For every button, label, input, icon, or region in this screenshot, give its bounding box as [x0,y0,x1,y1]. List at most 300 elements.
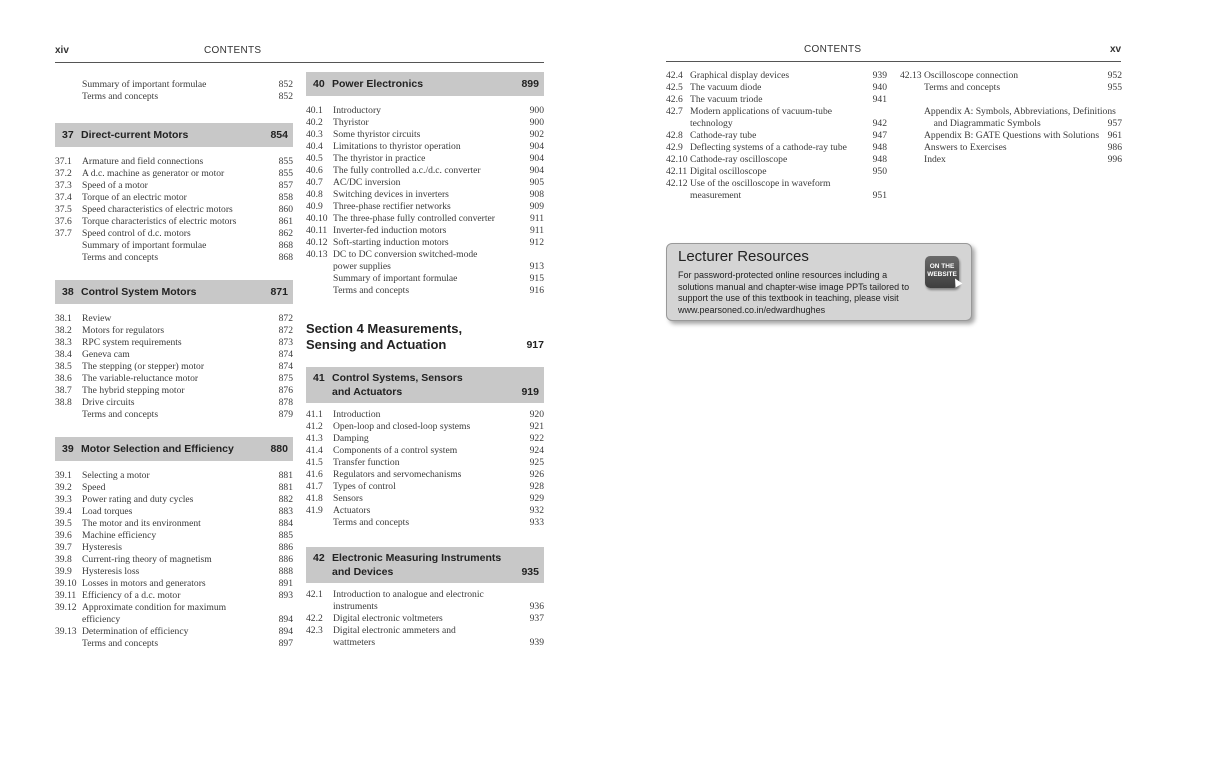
toc-entry[interactable] [55,91,293,103]
entry-page: 933 [529,517,544,528]
entry-number: 42.8 [666,130,683,141]
toc-entry[interactable] [55,638,293,650]
toc-entry[interactable] [306,225,544,237]
entry-number: 41.4 [306,445,323,456]
toc-entry[interactable] [55,614,293,626]
entry-page: 878 [278,397,293,408]
chapter-page: 935 [521,566,539,578]
toc-entry[interactable] [55,373,293,385]
entry-title: Terms and concepts [924,82,1001,93]
toc-entry[interactable] [55,530,293,542]
entry-page: 881 [278,482,293,493]
chapter-number: 42 [313,552,325,564]
chapter-title: Power Electronics [332,78,424,90]
entry-title: Index [924,154,946,165]
toc-entry[interactable] [306,117,544,129]
entries-col3 [666,70,887,202]
entry-number: 37.3 [55,180,72,191]
entry-title: Hysteresis [82,542,122,553]
entry-title: Speed characteristics of electric motors [82,204,233,215]
entry-page: 852 [278,91,293,102]
entry-title: Selecting a motor [82,470,150,481]
left-page-number: xiv [55,45,69,56]
entry-title: Drive circuits [82,397,135,408]
entry-number: 38.8 [55,397,72,408]
toc-entry[interactable] [666,82,887,94]
entry-page: 905 [529,177,544,188]
toc-entry[interactable] [306,517,544,529]
toc-entry[interactable] [900,106,1122,118]
toc-entry[interactable] [55,578,293,590]
entry-page: 882 [278,494,293,505]
toc-entry[interactable] [55,554,293,566]
toc-entry[interactable] [55,494,293,506]
toc-entry[interactable] [666,118,887,130]
entry-number: 41.1 [306,409,323,420]
entry-title: Components of a control system [333,445,458,456]
entry-title: Graphical display devices [690,70,790,81]
entry-number: 41.9 [306,505,323,516]
chapter-title-line2: and Actuators [332,386,403,398]
entry-title: Power rating and duty cycles [82,494,194,505]
toc-entry[interactable] [55,385,293,397]
toc-entry[interactable] [900,118,1122,130]
toc-entry[interactable] [55,156,293,168]
entry-number: 40.6 [306,165,323,176]
entry-page: 940 [872,82,887,93]
toc-entry[interactable] [306,601,544,613]
toc-entry[interactable] [55,180,293,192]
entry-number: 40.8 [306,189,323,200]
toc-entry[interactable] [306,433,544,445]
toc-entry[interactable] [666,166,887,178]
toc-entry[interactable] [900,130,1122,142]
entry-number: 38.1 [55,313,72,324]
entry-title: Digital electronic ammeters and [333,625,456,636]
toc-entry[interactable] [666,154,887,166]
chapter-heading-38[interactable] [55,280,293,304]
toc-entry[interactable] [306,421,544,433]
entry-title: Introductory [333,105,381,116]
chapter-page: 854 [270,129,288,141]
entry-title: Digital oscilloscope [690,166,767,177]
chapter-number: 39 [62,443,74,455]
entry-page: 957 [1107,118,1122,129]
toc-entry[interactable] [306,445,544,457]
chapter-number: 38 [62,286,74,298]
entry-page: 873 [278,337,293,348]
chapter-title-line2: and Devices [332,566,394,578]
entry-page: 986 [1107,142,1122,153]
chapter-title-line1: Electronic Measuring Instruments [332,552,502,564]
entry-page: 929 [529,493,544,504]
entry-title: Oscilloscope connection [924,70,1019,81]
toc-column-1 [55,79,293,650]
toc-entry[interactable] [55,337,293,349]
toc-entry[interactable] [55,252,293,264]
entry-title: Cathode-ray oscilloscope [690,154,788,165]
entry-page: 858 [278,192,293,203]
entry-title: The stepping (or stepper) motor [82,361,205,372]
entry-title: The three-phase fully controlled converter [333,213,495,224]
toc-entry[interactable] [55,361,293,373]
entry-number: 42.2 [306,613,323,624]
toc-entry[interactable] [55,542,293,554]
entry-title: wattmeters [333,637,376,648]
toc-entry[interactable] [900,142,1122,154]
entry-page: 947 [872,130,887,141]
chapter-page: 871 [270,286,288,298]
toc-entry[interactable] [306,165,544,177]
entry-title: Inverter-fed induction motors [333,225,447,236]
entry-page: 876 [278,385,293,396]
entry-number: 42.12 [666,178,688,189]
entry-number: 39.4 [55,506,72,517]
toc-entry[interactable] [666,106,887,118]
entry-title: Introduction to analogue and electronic [333,589,484,600]
entry-page: 886 [278,554,293,565]
toc-entry[interactable] [306,481,544,493]
toc-entry[interactable] [306,285,544,297]
toc-entry[interactable] [306,409,544,421]
entry-title: The vacuum triode [690,94,763,105]
toc-column-3 [666,70,887,202]
toc-entry[interactable] [306,237,544,249]
entry-page: 932 [529,505,544,516]
entry-title: The variable-reluctance motor [82,373,199,384]
toc-entry[interactable] [55,590,293,602]
chapter-number: 40 [313,78,325,90]
toc-entry[interactable] [306,153,544,165]
entry-page: 948 [872,154,887,165]
toc-entry[interactable] [306,457,544,469]
entry-number: 39.12 [55,602,77,613]
entry-page: 920 [529,409,544,420]
toc-entry[interactable] [306,505,544,517]
toc-column-2 [306,72,544,649]
entry-page: 912 [529,237,544,248]
entry-page: 855 [278,168,293,179]
entry-title: Terms and concepts [82,91,159,102]
toc-entry[interactable] [306,129,544,141]
toc-entry[interactable] [55,349,293,361]
entry-number: 42.11 [666,166,688,177]
toc-entry[interactable] [306,589,544,601]
entry-title: technology [690,118,733,129]
entry-page: 902 [529,129,544,140]
entry-page: 924 [529,445,544,456]
entry-title: Damping [333,433,369,444]
toc-entry[interactable] [306,177,544,189]
chapter-title-line1: Control Systems, Sensors [332,372,463,384]
entry-page: 955 [1107,82,1122,93]
entry-page: 885 [278,530,293,541]
entry-title: Losses in motors and generators [82,578,206,589]
toc-entry[interactable] [55,566,293,578]
entry-title: Three-phase rectifier networks [333,201,451,212]
entries-ch37 [55,156,293,264]
entry-page: 928 [529,481,544,492]
entry-title: Deflecting systems of a cathode-ray tube [690,142,847,153]
entry-number: 40.2 [306,117,323,128]
toc-entry[interactable] [55,470,293,482]
entry-title: The thyristor in practice [333,153,426,164]
toc-entry[interactable] [306,141,544,153]
entry-number: 38.2 [55,325,72,336]
entry-title: Approximate condition for maximum [82,602,227,613]
entry-title: Cathode-ray tube [690,130,757,141]
entry-page: 861 [278,216,293,227]
entry-title: Current-ring theory of magnetism [82,554,212,565]
entry-number: 42.1 [306,589,323,600]
toc-entry[interactable] [55,397,293,409]
lecturer-resources-box[interactable] [666,243,972,321]
entry-title: Appendix A: Symbols, Abbreviations, Definitions [924,106,1116,117]
entry-page: 855 [278,156,293,167]
chapter-title: Motor Selection and Efficiency [81,443,234,455]
entry-page: 952 [1107,70,1122,81]
entry-title: Torque of an electric motor [82,192,187,203]
entry-title: Limitations to thyristor operation [333,141,461,152]
entry-title: The hybrid stepping motor [82,385,185,396]
entry-number: 39.10 [55,578,77,589]
badge-line2: WEBSITE [927,271,957,278]
entry-number: 40.3 [306,129,323,140]
entry-title: Use of the oscilloscope in waveform [690,178,831,189]
entry-number: 40.10 [306,213,328,224]
entry-number: 38.5 [55,361,72,372]
entry-title: Sensors [333,493,363,504]
entry-title: Soft-starting induction motors [333,237,449,248]
toc-entry[interactable] [55,313,293,325]
entry-number: 41.2 [306,421,323,432]
entry-title: Terms and concepts [82,252,159,263]
entry-page: 939 [872,70,887,81]
entry-number: 38.3 [55,337,72,348]
entry-page: 921 [529,421,544,432]
entry-page: 925 [529,457,544,468]
left-header-rule [55,62,544,63]
entries-ch42 [306,589,544,649]
chapter-page: 919 [521,386,539,398]
chapter-number: 37 [62,129,74,141]
toc-entry[interactable] [306,637,544,649]
toc-entry[interactable] [55,506,293,518]
entry-number: 41.5 [306,457,323,468]
toc-entry[interactable] [306,625,544,637]
toc-entry[interactable] [306,189,544,201]
toc-entry[interactable] [306,493,544,505]
toc-entry[interactable] [55,79,293,91]
entry-page: 872 [278,313,293,324]
entries-col4 [900,70,1122,166]
entry-title: Digital electronic voltmeters [333,613,443,624]
entry-page: 942 [872,118,887,129]
toc-entry[interactable] [55,168,293,180]
toc-entry[interactable] [666,178,887,190]
entry-page: 996 [1107,154,1122,165]
entry-number: 42.4 [666,70,683,81]
toc-entry[interactable] [900,82,1122,94]
entry-page: 868 [278,252,293,263]
toc-column-4 [900,70,1122,166]
right-header-rule [666,61,1121,62]
entry-title: Torque characteristics of electric motors [82,216,237,227]
entry-title: Summary of important formulae [82,240,207,251]
section-4-heading[interactable] [306,321,544,353]
entries-ch40 [306,105,544,297]
entry-number: 37.6 [55,216,72,227]
entry-title: Types of control [333,481,396,492]
entry-number: 38.7 [55,385,72,396]
section-title-line2: Sensing and Actuation [306,337,447,352]
entry-page: 875 [278,373,293,384]
toc-entry[interactable] [306,261,544,273]
toc-entry[interactable] [900,94,1122,106]
toc-entry[interactable] [55,204,293,216]
entry-number: 42.3 [306,625,323,636]
entry-number: 39.11 [55,590,77,601]
chapter-number: 41 [313,372,325,384]
entry-number: 40.11 [306,225,328,236]
toc-entry[interactable] [55,602,293,614]
entry-page: 926 [529,469,544,480]
entry-page: 891 [278,578,293,589]
entry-number: 39.7 [55,542,72,553]
entry-page: 857 [278,180,293,191]
entry-number: 39.3 [55,494,72,505]
entry-number: 39.1 [55,470,72,481]
chapter-heading-41[interactable] [306,367,544,403]
entry-page: 862 [278,228,293,239]
chapter-title: Control System Motors [81,286,197,298]
entry-page: 860 [278,204,293,215]
entry-title: Terms and concepts [82,638,159,649]
chapter-title: Direct-current Motors [81,129,189,141]
entry-page: 884 [278,518,293,529]
toc-entry[interactable] [900,70,1122,82]
entry-title: Appendix B: GATE Questions with Solutions [924,130,1100,141]
entry-title: Regulators and servomechanisms [333,469,462,480]
entry-title: A d.c. machine as generator or motor [82,168,225,179]
toc-entry[interactable] [306,213,544,225]
entry-title: The vacuum diode [690,82,762,93]
entry-title: Terms and concepts [82,409,159,420]
entries-ch39 [55,470,293,650]
chapter-heading-42[interactable] [306,547,544,583]
entry-title: Terms and concepts [333,517,410,528]
toc-entry[interactable] [55,228,293,240]
toc-entry[interactable] [55,325,293,337]
toc-entry[interactable] [900,154,1122,166]
entry-title: Transfer function [333,457,400,468]
toc-entry[interactable] [55,409,293,421]
entry-page: 904 [529,165,544,176]
entry-title: Actuators [333,505,371,516]
entry-title: instruments [333,601,378,612]
toc-entry[interactable] [306,201,544,213]
toc-entry[interactable] [306,273,544,285]
toc-entry[interactable] [55,192,293,204]
entry-number: 38.6 [55,373,72,384]
entry-title: Introduction [333,409,381,420]
entry-page: 904 [529,141,544,152]
toc-entry[interactable] [55,240,293,252]
entry-title: Motors for regulators [82,325,165,336]
toc-entry[interactable] [55,216,293,228]
entry-page: 886 [278,542,293,553]
chapter-page: 880 [270,443,288,455]
entry-number: 39.13 [55,626,77,637]
entry-title: Armature and field connections [82,156,204,167]
entry-page: 872 [278,325,293,336]
entry-number: 41.7 [306,481,323,492]
entry-title: Speed control of d.c. motors [82,228,191,239]
right-page-number: xv [1110,44,1122,55]
entry-title: measurement [690,190,742,201]
entry-number: 40.7 [306,177,323,188]
entry-number: 37.5 [55,204,72,215]
toc-entry[interactable] [55,626,293,638]
toc-entry[interactable] [306,105,544,117]
toc-entry[interactable] [306,469,544,481]
entry-number: 42.6 [666,94,683,105]
entry-number: 37.1 [55,156,72,167]
entry-page: 897 [278,638,293,649]
entry-title: Open-loop and closed-loop systems [333,421,471,432]
entry-title: Machine efficiency [82,530,157,541]
entry-page: 908 [529,189,544,200]
entry-title: Geneva cam [82,349,130,360]
entry-page: 904 [529,153,544,164]
entry-page: 883 [278,506,293,517]
toc-entry[interactable] [666,94,887,106]
entries-ch41 [306,409,544,529]
chapter-heading-37[interactable] [55,123,293,147]
toc-entry[interactable] [306,249,544,261]
entry-number: 39.2 [55,482,72,493]
badge-line1: ON THE [929,263,955,270]
entry-number: 41.3 [306,433,323,444]
toc-entry[interactable] [306,613,544,625]
chapter-heading-40[interactable] [306,72,544,96]
toc-entry[interactable] [666,190,887,202]
entry-page: 900 [529,117,544,128]
entry-title: Review [82,313,112,324]
entry-number: 42.7 [666,106,683,117]
toc-entry[interactable] [666,70,887,82]
toc-entry[interactable] [666,130,887,142]
entries-col1-top [55,79,293,103]
entries-ch38 [55,313,293,421]
entry-page: 911 [529,225,544,236]
toc-entry[interactable] [666,142,887,154]
entry-page: 936 [529,601,544,612]
entry-number: 41.8 [306,493,323,504]
entry-page: 894 [278,614,293,625]
lecturer-resources-title: Lecturer Resources [678,248,809,265]
toc-entry[interactable] [55,482,293,494]
chapter-heading-39[interactable] [55,437,293,461]
toc-entry[interactable] [55,518,293,530]
entry-number: 37.4 [55,192,72,203]
entry-page: 939 [529,637,544,648]
entry-number: 40.4 [306,141,323,152]
entry-page: 879 [278,409,293,420]
entry-title: Determination of efficiency [82,626,189,637]
entry-number: 40.1 [306,105,323,116]
entry-page: 941 [872,94,887,105]
